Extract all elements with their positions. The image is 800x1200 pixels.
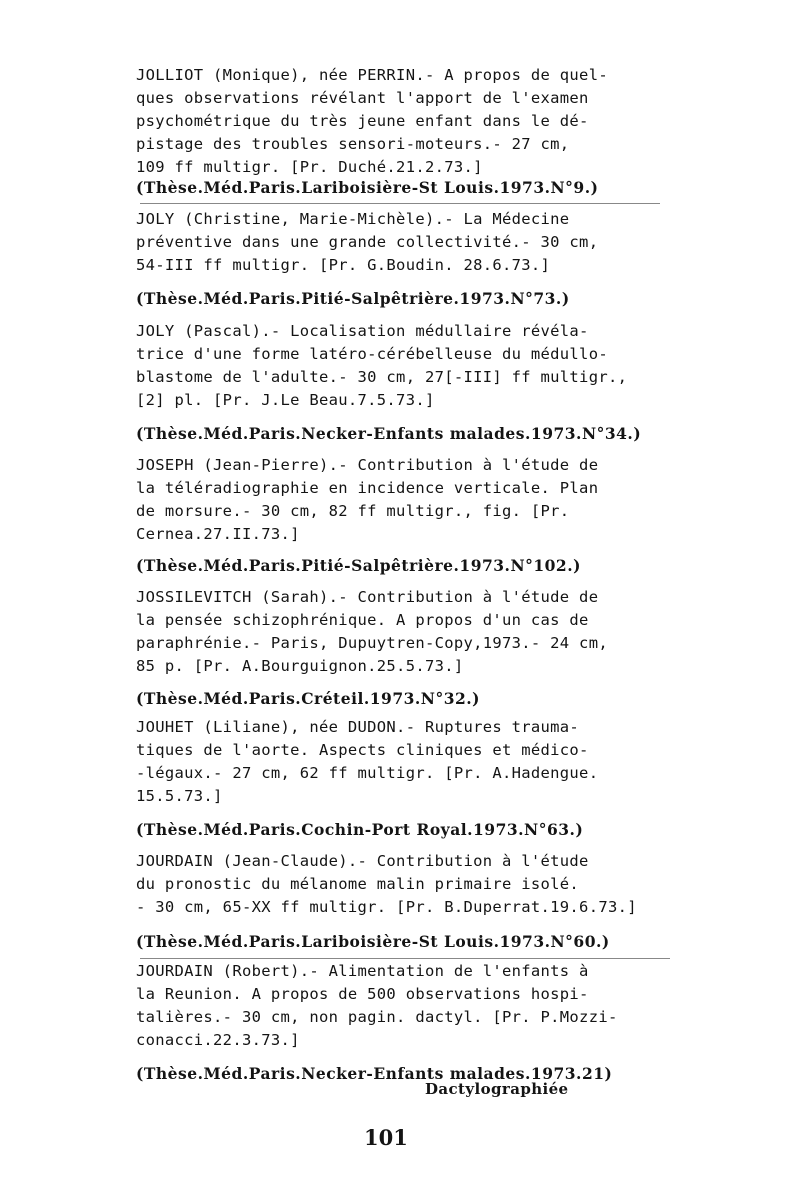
separator-line (140, 958, 670, 959)
entry-thesis-info: (Thèse.Méd.Paris.Pitié-Salpêtrière.1973.N°73.) (136, 289, 570, 308)
entry-thesis-info: (Thèse.Méd.Paris.Necker-Enfants malades.1973.21) (136, 1064, 613, 1083)
catalog-entry (136, 586, 656, 678)
entry-text: JOURDAIN (Robert).- Alimentation de l'enfants à la Reunion. A propos de 500 observations hospi- talières.- 30 cm, non pagin. dactyl. [Pr. P.Mozzi- conacci.22.3.73.] (136, 962, 618, 1049)
separator-line (140, 203, 660, 204)
catalog-entry (136, 454, 656, 546)
catalog-entry (136, 320, 656, 412)
entry-thesis-info: (Thèse.Méd.Paris.Créteil.1973.N°32.) (136, 689, 481, 708)
entry-thesis-info: (Thèse.Méd.Paris.Pitié-Salpêtrière.1973.N°102.) (136, 556, 581, 575)
entry-thesis-info: (Thèse.Méd.Paris.Necker-Enfants malades.1973.N°34.) (136, 424, 642, 443)
entry-text: JOSSILEVITCH (Sarah).- Contribution à l'étude de la pensée schizophrénique. A propos d'un cas de paraphrénie.- Paris, Dupuytren-Copy,1973.- 24 cm, 85 p. [Pr. A.Bourguignon.25.5.73.] (136, 588, 608, 675)
entry-text: JOUHET (Liliane), née DUDON.- Ruptures trauma- tiques de l'aorte. Aspects cliniques et médico- -légaux.- 27 cm, 62 ff multigr. [Pr. A.Hadengue. 15.5.73.] (136, 718, 599, 805)
entry-text: JOSEPH (Jean-Pierre).- Contribution à l'étude de la téléradiographie en incidence verticale. Plan de morsure.- 30 cm, 82 ff multigr., fig. [Pr. Cernea.27.II.73.] (136, 456, 599, 543)
entry-text: JOLLIOT (Monique), née PERRIN.- A propos de quel- ques observations révélant l'apport de l'examen psychométrique du très jeune enfant dans le dé- pistage des troubles sensori-moteurs.- 27 cm, 109 ff multigr. [Pr. Duché.21.2.73.] (136, 66, 608, 176)
dactylographiee-note: Dactylographiée (425, 1080, 569, 1098)
entry-thesis-info: (Thèse.Méd.Paris.Lariboisière-St Louis.1973.N°9.) (136, 178, 599, 197)
catalog-entry (136, 208, 656, 277)
catalog-entry (136, 960, 656, 1052)
page-number: 101 (364, 1125, 408, 1150)
entry-thesis-info: (Thèse.Méd.Paris.Lariboisière-St Louis.1973.N°60.) (136, 932, 610, 951)
catalog-entry (136, 64, 656, 179)
entry-text: JOLY (Christine, Marie-Michèle).- La Médecine préventive dans une grande collectivité.- 30 cm, 54-III ff multigr. [Pr. G.Boudin. 28.6.73.] (136, 210, 599, 274)
catalog-entry (136, 716, 656, 808)
entry-thesis-info: (Thèse.Méd.Paris.Cochin-Port Royal.1973.N°63.) (136, 820, 584, 839)
entry-text: JOLY (Pascal).- Localisation médullaire révéla- trice d'une forme latéro-cérébelleuse du médullo- blastome de l'adulte.- 30 cm, 27[-III] ff multigr., [2] pl. [Pr. J.Le Beau.7.5.73.] (136, 322, 628, 409)
catalog-entry (136, 850, 656, 919)
entry-text: JOURDAIN (Jean-Claude).- Contribution à l'étude du pronostic du mélanome malin primaire isolé. - 30 cm, 65-XX ff multigr. [Pr. B.Duperrat.19.6.73.] (136, 852, 637, 916)
